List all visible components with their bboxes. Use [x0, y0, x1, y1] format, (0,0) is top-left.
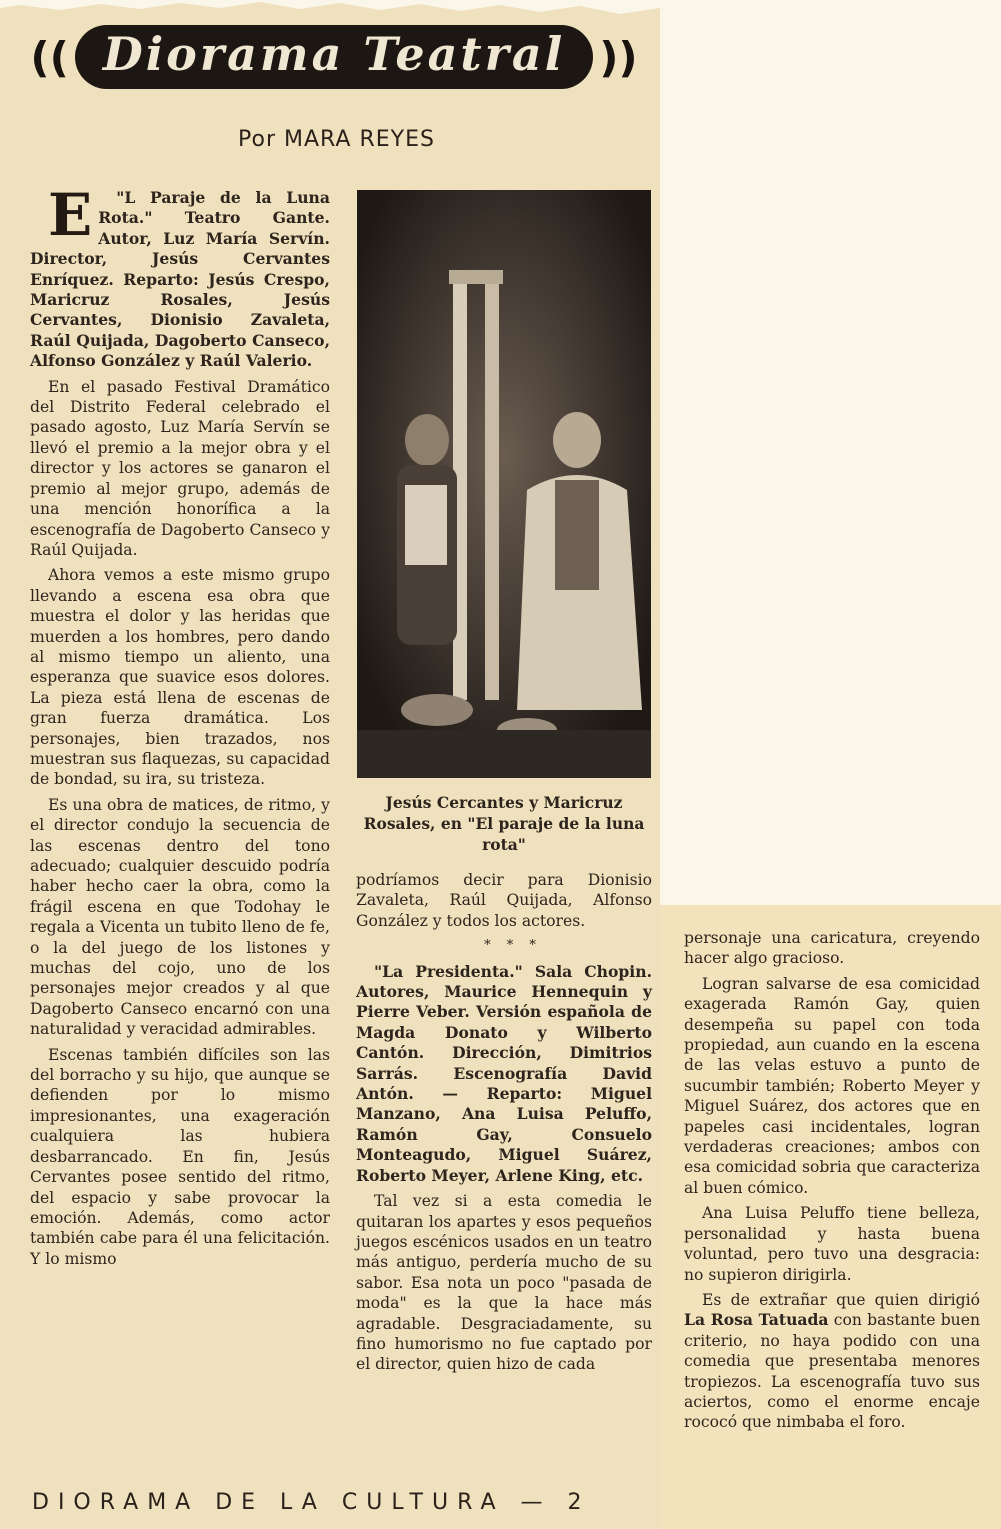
paragraph: Escenas también difíciles son las del borracho y su hijo, que aunque se defienden por lo mismo impresionantes, una exageración cualquiera las hubiera desbarrancado. En fin, Jesús Cervantes posee sentido del ritmo, del espacio y sabe provocar la emoción. Además, como actor también cabe para él una felicitación. Y lo mismo — [30, 1045, 330, 1268]
paragraph: podríamos decir para Dionisio Zavaleta, Raúl Quijada, Alfonso González y todos los actores. — [356, 871, 652, 930]
page-footer: DIORAMA DE LA CULTURA — 2 — [32, 1490, 591, 1515]
stage-photo — [357, 190, 651, 778]
paragraph: En el pasado Festival Dramático del Distrito Federal celebrado el pasado agosto, Luz María Servín se llevó el premio a la mejor obra y el director y los actores se ganaron el premio al mejor grupo, además de una mención honorífica a la escenografía de Dagoberto Canseco y Raúl Quijada. — [30, 377, 330, 559]
photo-caption: Jesús Cercantes y Maricruz Rosales, en "El paraje de la luna rota" — [363, 793, 645, 854]
masthead — [28, 20, 640, 94]
column-1 — [30, 181, 330, 1274]
play-title: La Rosa Tatuada — [684, 1310, 829, 1330]
section-title: Diorama Teatral — [75, 25, 593, 89]
paragraph: Ana Luisa Peluffo tiene belleza, personalidad y hasta buena voluntad, pero tuvo una desgracia: no supieron dirigirla. — [684, 1204, 980, 1284]
column-2 — [356, 870, 652, 1380]
paragraph: Tal vez si a esta comedia le quitaran los apartes y esos pequeños juegos escénicos usados en un teatro más antiguo, perdería mucho de su sabor. Esa nota un poco "pasada de moda" es la que la hace más agradable. Desgraciadamente, su fino humorismo no fue captado por el director, quien hizo de cada — [356, 1192, 652, 1374]
paragraph: personaje una caricatura, creyendo hacer algo gracioso. — [684, 929, 980, 968]
review-heading-1-text: "L Paraje de la Luna Rota." Teatro Gante. Autor, Luz María Servín. Director, Jesús Cervantes Enríquez. Reparto: Jesús Crespo, Maricruz Rosales, Jesús Cervantes, Dionisio Zavaleta, Raúl Quijada, Dagoberto Canseco, Alfonso González y Raúl Valerio. — [30, 188, 330, 371]
review-heading-1 — [30, 181, 330, 372]
dropcap: E — [48, 181, 93, 249]
text-run: Es de extrañar que quien dirigió — [702, 1290, 980, 1309]
left-paren: (( — [30, 32, 69, 82]
paragraph: Es una obra de matices, de ritmo, y el director condujo la secuencia de las escenas dentro del tono adecuado; cualquier descuido podría haber hecho caer la obra, como la frágil escena en que Todohay le regala a Vicenta un tubito lleno de fe, o la del juego de los listones y muchas del cojo, uno de los personajes mejor creados y al que Dagoberto Canseco encarnó con una naturalidad y veracidad admirables. — [30, 795, 330, 1039]
paragraph: Logran salvarse de esa comicidad exagerada Ramón Gay, quien desempeña su papel con toda propiedad, aun cuando en la escena de las velas estuvo a punto de sucumbir también; Roberto Meyer y Miguel Suárez, dos actores que en papeles casi incidentales, logran verdaderas creaciones; ambos con esa comicidad sobria que caracteriza al buen cómico. — [684, 974, 980, 1197]
column-3 — [684, 928, 980, 1438]
text-run: con bastante buen criterio, no haya podido con una comedia que presentaba menores tropiezos. La escenografía tuvo sus aciertos, como el enorme encaje rococó que nimbaba el foro. — [684, 1311, 980, 1432]
paragraph — [684, 1290, 980, 1433]
review-heading-2: "La Presidenta." Sala Chopin. Autores, Maurice Hennequin y Pierre Veber. Versión española de Magda Donato y Wilberto Cantón. Dirección, Dimitrios Sarrás. Escenografía David Antón. — Reparto: Miguel Manzano, Ana Luisa Peluffo, Ramón Gay, Consuelo Monteagudo, Miguel Suárez, Roberto Meyer, Arlene King, etc. — [356, 961, 652, 1185]
section-separator: * * * — [484, 938, 542, 954]
byline: Por MARA REYES — [238, 127, 435, 152]
right-paren: )) — [599, 32, 638, 82]
paragraph: Ahora vemos a este mismo grupo llevando a escena esa obra que muestra el dolor y las heridas que muerden a los hombres, pero dando al mismo tiempo un aliento, una esperanza que suavice esos dolores. La pieza está llena de escenas de gran fuerza dramática. Los personajes, bien trazados, nos muestran sus flaquezas, su capacidad de bondad, su ira, su tristeza. — [30, 566, 330, 789]
